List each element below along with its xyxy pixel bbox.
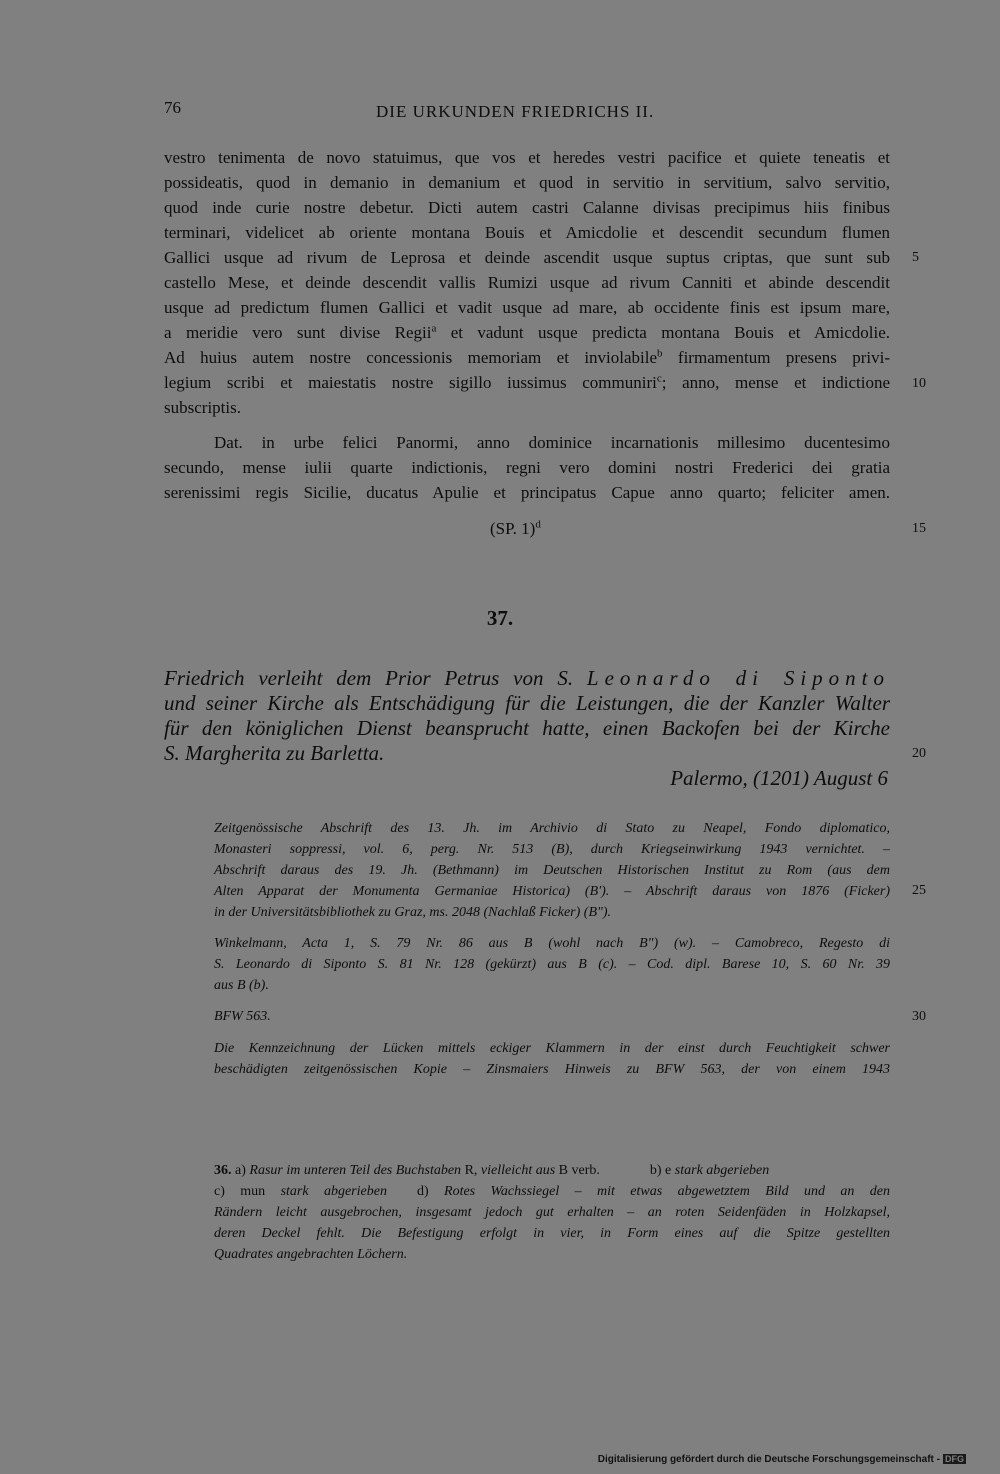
tradition-line: Zeitgenössische Abschrift des 13. Jh. im Archivio di Stato zu Neapel, Fondo diplomatico,	[214, 821, 890, 836]
summary-line: und seiner Kirche als Entschädigung für die Leistungen, die der Kanzler Walter	[164, 691, 890, 715]
text-line: Gallici usque ad rivum de Leprosa et deinde ascendit usque suptus criptas, que sunt sub	[164, 248, 890, 267]
line-number: 25	[912, 883, 926, 898]
summary-line: Friedrich verleiht dem Prior Petrus von S. Leonardo di Siponto	[164, 666, 891, 690]
remark-line: Die Kennzeichnung der Lücken mittels eckiger Klammern in der einst durch Feuchtigkeit schwer	[214, 1041, 890, 1056]
text-line: quod inde curie nostre debetur. Dicti autem castri Calanne divisas precipimus hiis finibus	[164, 198, 890, 217]
remark-line: beschädigten zeitgenössischen Kopie – Zinsmaiers Hinweis zu BFW 563, der von einem 1943	[214, 1062, 890, 1077]
running-head: DIE URKUNDEN FRIEDRICHS II.	[376, 102, 655, 121]
tradition-line: Monasteri soppressi, vol. 6, perg. Nr. 513 (B), durch Kriegseinwirkung 1943 vernichtet. –	[214, 842, 890, 857]
edition-line: S. Leonardo di Siponto S. 81 Nr. 128 (gekürzt) aus B (c). – Cod. dipl. Barese 10, S. 60 Nr. 39	[214, 957, 890, 972]
tradition-line: Alten Apparat der Monumenta Germaniae Historica) (B'). – Abschrift daraus von 1876 (Ficker)	[214, 884, 890, 899]
text-line: usque ad predictum flumen Gallici et vadit usque ad mare, ab occidente finis est ipsum mare,	[164, 298, 890, 317]
text-line: subscriptis.	[164, 398, 241, 417]
seal-mark: (SP. 1)$^d$	[490, 518, 541, 538]
dating-line: serenissimi regis Sicilie, ducatus Apulie et principatus Capue anno quarto; feliciter amen.	[164, 483, 890, 502]
regest-line: BFW 563.	[214, 1009, 271, 1024]
place-date: Palermo, (1201) August 6	[670, 766, 888, 790]
footnote-line: Rändern leicht ausgebrochen, insgesamt jedoch gut erhalten – an roten Seidenfäden in Holzkapsel,	[214, 1205, 890, 1220]
dfg-logo: DFG	[945, 1454, 964, 1464]
page-number: 76	[164, 98, 181, 117]
dating-line: secundo, mense iulii quarte indictionis, regni vero domini nostri Frederici dei gratia	[164, 458, 890, 477]
line-number: 30	[912, 1009, 926, 1024]
text-line: a meridie vero sunt divise Regii$^a$ et vadunt usque predicta montana Bouis et Amicdolie.	[164, 322, 890, 342]
line-number: 20	[912, 746, 926, 761]
text-line: terminari, videlicet ab oriente montana Bouis et Amicdolie et descendit secundum flumen	[164, 223, 890, 242]
line-number: 10	[912, 376, 926, 391]
dfg-credit	[598, 1454, 966, 1465]
tradition-line: Abschrift daraus des 19. Jh. (Bethmann) im Deutschen Historischen Institut zu Rom (aus dem	[214, 863, 890, 878]
footnote-line: 36. a) Rasur im unteren Teil des Buchstaben R, vielleicht aus B verb. b) e stark abgerieben	[214, 1163, 770, 1178]
line-number: 15	[912, 521, 926, 536]
text-line: Ad huius autem nostre concessionis memoriam et inviolabile$^b$ firmamentum presens privi-	[164, 347, 891, 367]
text-line: possideatis, quod in demanio in demanium et quod in servitio in servitium, salvo servitio,	[164, 173, 890, 192]
text-line: vestro tenimenta de novo statuimus, que vos et heredes vestri pacifice et quiete teneatis et	[164, 148, 890, 167]
footnote-line: Quadrates angebrachten Löchern.	[214, 1247, 408, 1262]
dating-line: Dat. in urbe felici Panormi, anno dominice incarnationis millesimo ducentesimo	[214, 433, 890, 452]
edition-line: aus B (b).	[214, 978, 269, 993]
text-line: legium scribi et maiestatis nostre sigillo iussimus communiri$^c$; anno, mense et indictione	[164, 372, 890, 392]
text-line: castello Mese, et deinde descendit vallis Rumizi usque ad rivum Canniti et abinde descendit	[164, 273, 890, 292]
line-number: 5	[912, 250, 919, 265]
credit-text: Digitalisierung gefördert durch die Deutsche Forschungsgemeinschaft -	[597, 1454, 940, 1465]
summary-line: S. Margherita zu Barletta.	[164, 741, 385, 765]
footnote-line: c) mun stark abgerieben d) Rotes Wachssiegel – mit etwas abgewetztem Bild und an den	[214, 1184, 891, 1199]
tradition-line: in der Universitätsbibliothek zu Graz, ms. 2048 (Nachlaß Ficker) (B").	[214, 905, 612, 920]
footnote-line: deren Deckel fehlt. Die Befestigung erfolgt in vier, in Form eines auf die Spitze gestellten	[214, 1226, 890, 1241]
document-number: 37.	[486, 606, 514, 630]
edition-line: Winkelmann, Acta 1, S. 79 Nr. 86 aus B (wohl nach B") (w). – Camobreco, Regesto di	[214, 936, 890, 951]
summary-line: für den königlichen Dienst beansprucht hatte, einen Backofen bei der Kirche	[164, 716, 890, 740]
